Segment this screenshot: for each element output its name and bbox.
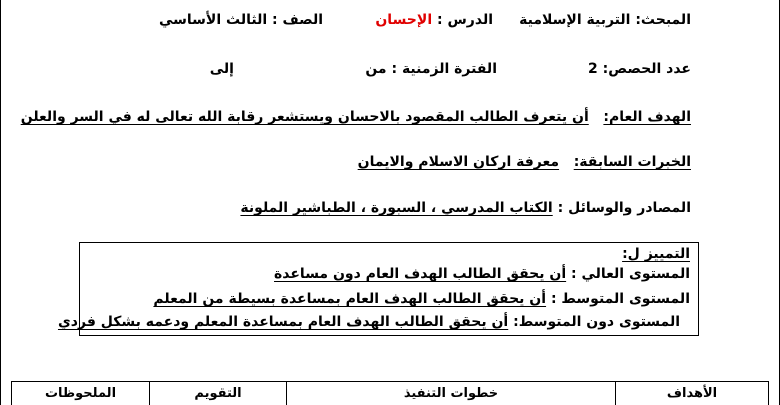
level-high-line — [274, 265, 690, 283]
sessions-value: 2 — [588, 61, 598, 77]
differentiation-title: التمييز ل: — [622, 246, 690, 262]
lesson-label: الدرس : — [437, 12, 493, 28]
lesson-name: الإحسان — [375, 12, 433, 28]
sessions-label: عدد الحصص: — [602, 61, 691, 77]
grade-text: الصف : الثالث الأساسي — [158, 12, 323, 28]
level-low-text: أن يحقق الطالب الهدف العام بمساعدة المعلم ودعمه بشكل فردي — [57, 314, 509, 330]
col-steps: خطوات التنفيذ — [287, 382, 616, 405]
differentiation-title-line — [622, 245, 690, 263]
level-low-label: المستوى دون المتوسط: — [513, 314, 680, 330]
subject-text: المبحث: التربية الإسلامية — [519, 12, 691, 28]
sessions-line — [588, 60, 691, 78]
general-goal-label: الهدف العام: — [603, 109, 691, 125]
lesson-line — [375, 11, 493, 29]
table-header-row — [12, 382, 769, 405]
period-label: الفترة الزمنية : من — [365, 61, 497, 77]
period-to — [210, 60, 234, 78]
resources-label: المصادر والوسائل : — [557, 200, 691, 216]
prior-text: معرفة اركان الاسلام والايمان — [357, 154, 560, 170]
col-objectives: الأهداف — [616, 382, 769, 405]
resources-text: الكتاب المدرسي ، السبورة ، الطباشير الملونة — [240, 200, 553, 216]
period-line — [365, 60, 497, 78]
col-assessment: التقويم — [150, 382, 287, 405]
col-notes: الملحوظات — [12, 382, 150, 405]
level-low-line — [58, 313, 680, 331]
prior-line — [358, 153, 691, 171]
general-goal-text: أن يتعرف الطالب المقصود بالاحسان ويستشعر رقابة الله تعالى له في السر والعلن — [20, 109, 589, 125]
prior-label: الخبرات السابقة: — [573, 154, 691, 170]
level-mid-line — [153, 290, 690, 308]
level-high-text: أن يحقق الطالب الهدف العام دون مساعدة — [274, 266, 567, 282]
differentiation-box — [57, 242, 699, 336]
resources-line — [240, 199, 691, 217]
general-goal-line — [21, 108, 691, 126]
period-to-text: إلى — [209, 61, 234, 77]
lesson-steps-table — [11, 381, 769, 405]
subject-line — [519, 11, 691, 29]
level-mid-label: المستوى المتوسط : — [550, 291, 690, 307]
level-high-label: المستوى العالي : — [571, 266, 690, 282]
level-mid-text: أن يحقق الطالب الهدف العام بمساعدة بسيطة من المعلم — [153, 291, 547, 307]
grade-line — [159, 11, 323, 29]
